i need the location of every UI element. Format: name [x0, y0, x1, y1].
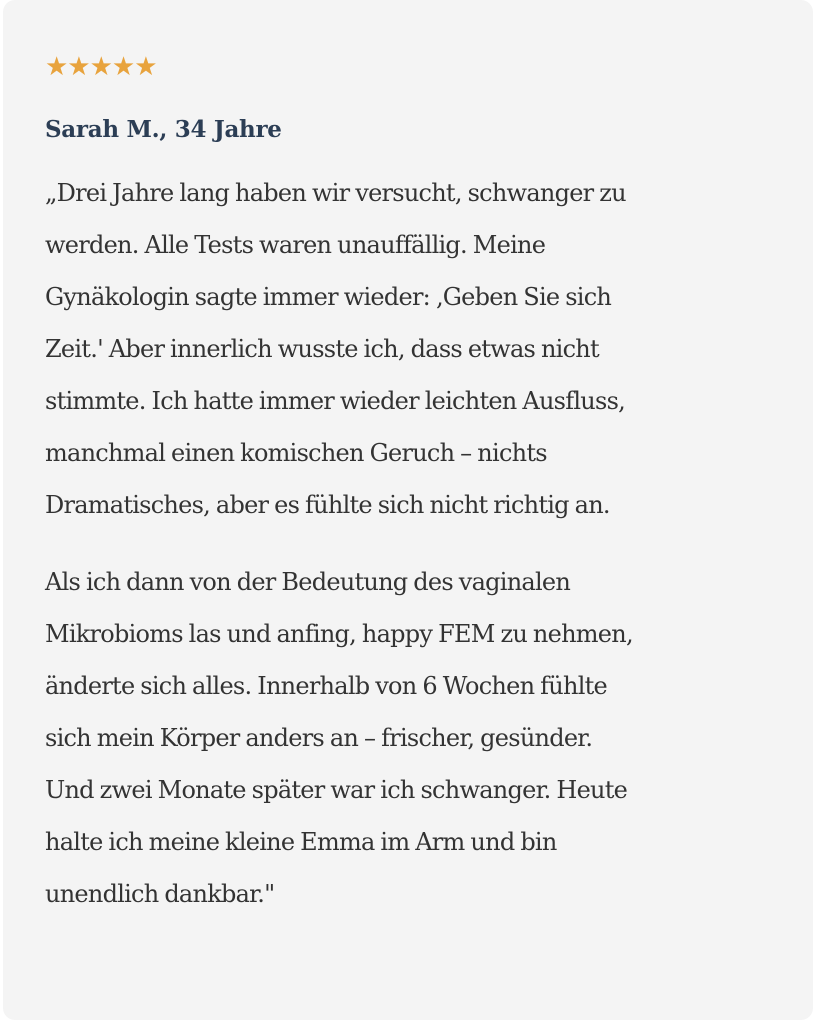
review-line: werden. Alle Tests waren unauffällig. Meine — [45, 231, 546, 259]
review-quote — [45, 167, 773, 920]
review-paragraph-2 — [45, 556, 773, 920]
testimonial-card — [3, 0, 813, 1020]
review-line: Mikrobioms las und anfing, happy FEM zu nehmen, — [45, 620, 633, 648]
review-line: unendlich dankbar." — [45, 880, 275, 908]
star-rating: ★★★★★ — [45, 52, 157, 82]
review-line: sich mein Körper anders an – frischer, gesünder. — [45, 724, 593, 752]
review-line: Und zwei Monate später war ich schwanger. Heute — [45, 776, 628, 804]
review-line: änderte sich alles. Innerhalb von 6 Wochen fühlte — [45, 672, 607, 700]
review-paragraph-1 — [45, 167, 773, 531]
review-line: halte ich meine kleine Emma im Arm und bin — [45, 828, 557, 856]
review-line: Als ich dann von der Bedeutung des vaginalen — [45, 568, 571, 596]
review-line: manchmal einen komischen Geruch – nichts — [45, 439, 547, 467]
review-line: Dramatisches, aber es fühlte sich nicht richtig an. — [45, 491, 610, 519]
review-author: Sarah M., 34 Jahre — [45, 116, 282, 143]
review-line: „Drei Jahre lang haben wir versucht, schwanger zu — [45, 179, 626, 207]
review-line: stimmte. Ich hatte immer wieder leichten Ausfluss, — [45, 387, 626, 415]
review-line: Gynäkologin sagte immer wieder: ‚Geben Sie sich — [45, 283, 612, 311]
review-line: Zeit.' Aber innerlich wusste ich, dass etwas nicht — [45, 335, 599, 363]
